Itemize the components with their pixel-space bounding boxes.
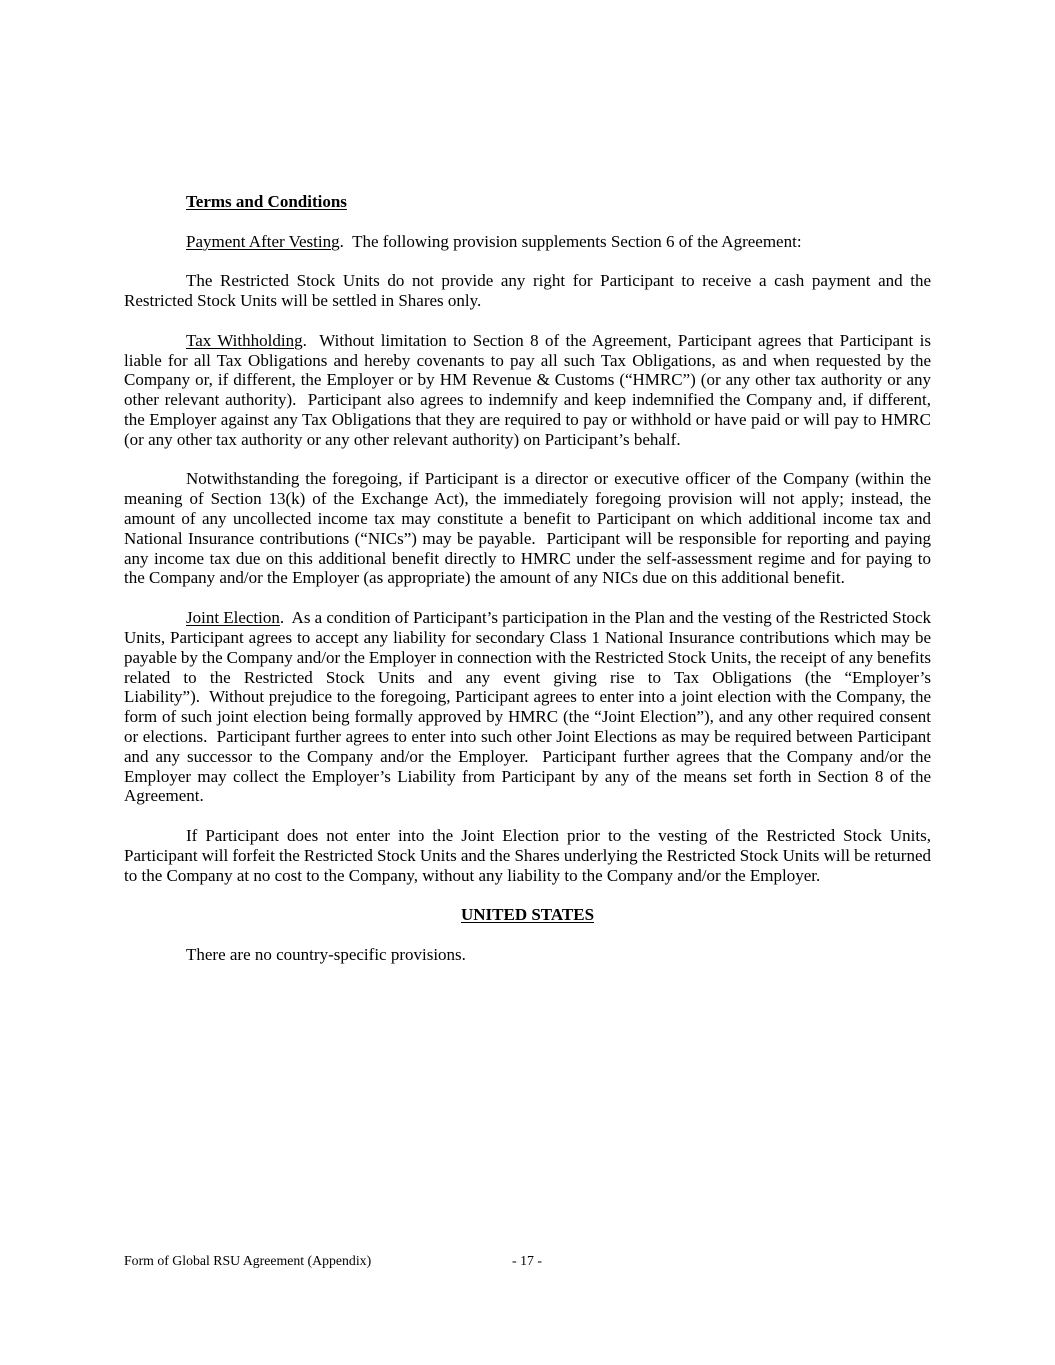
paragraph-line: There are no country-specific provisions. [186,944,466,964]
payment-after-vesting-paragraph [124,232,931,252]
footer-page-number: - 17 - [512,1253,542,1268]
paragraph-line: Liability”). Without prejudice to the foregoing, Participant agrees to enter into a joint election with the Company, the [124,687,931,707]
paragraph-line: If Participant does not enter into the Joint Election prior to the vesting of the Restricted Stock Units, [186,826,931,845]
paragraph-line: and any successor to the Company and/or the Employer. Participant further agrees that the Company and/or the [124,746,931,766]
paragraph-line [124,192,931,212]
paragraph-text: . The following provision supplements Section 6 of the Agreement: [339,231,802,251]
paragraph-line: payable by the Company and/or the Employer in connection with the Restricted Stock Units, the receipt of any benefits [124,647,931,667]
paragraph-line: Restricted Stock Units will be settled in Shares only. [124,291,482,311]
paragraph-line: form of such joint election being formally approved by HMRC (the “Joint Election”), and any other required consent [124,707,931,727]
terms-heading-block [124,192,931,212]
united-states-paragraph [124,945,931,965]
joint-election-paragraph [124,608,931,806]
payment-after-vesting-title: Payment After Vesting [186,231,340,251]
paragraph-line [124,331,931,351]
paragraph-line: liable for all Tax Obligations and hereby covenants to pay all such Tax Obligations, as and when requested by the [124,350,931,370]
paragraph-line: the Employer against any Tax Obligations that they are required to pay or withhold or have paid or will pay to HMRC [124,409,931,429]
paragraph-line: Units, Participant agrees to accept any liability for secondary Class 1 National Insurance contributions which may be [124,627,931,647]
united-states-heading-block [124,905,931,925]
paragraph-line: Notwithstanding the foregoing, if Participant is a director or executive officer of the Company (within the [186,469,931,489]
paragraph-text: . As a condition of Participant’s participation in the Plan and the vesting of the Restricted Stock [279,608,932,628]
paragraph-line: any income tax due on this additional benefit directly to HMRC under the self-assessment regime and for paying to [124,548,931,568]
terms-and-conditions-heading: Terms and Conditions [186,192,347,211]
paragraph-line: The Restricted Stock Units do not provide any right for Participant to receive a cash payment and the [186,271,931,291]
paragraph-line: other relevant authority). Participant also agrees to indemnify and keep indemnified the Company and, if different, [124,390,931,410]
paragraph-text: . Without limitation to Section 8 of the Agreement, Participant agrees that Participant is [302,330,931,350]
paragraph-line: meaning of Section 13(k) of the Exchange Act), the immediately foregoing provision will not apply; instead, the [124,489,931,509]
paragraph-line: amount of any uncollected income tax may constitute a benefit to Participant on which additional income tax and [124,509,931,528]
paragraph-line: related to the Restricted Stock Units and any event giving rise to Tax Obligations (the “Employer’s [124,667,931,687]
paragraph-line: to the Company at no cost to the Company, without any liability to the Company and/or the Employer. [124,865,821,885]
paragraph-line: National Insurance contributions (“NICs”) may be payable. Participant will be responsible for reporting and paying [124,528,931,548]
united-states-heading: UNITED STATES [460,905,595,925]
paragraph-line: Participant will forfeit the Restricted Stock Units and the Shares underlying the Restricted Stock Units will be returned [124,845,931,865]
paragraph-line: the Company and/or the Employer (as appropriate) the amount of any NICs due on this additional benefit. [124,568,845,588]
tax-withholding-paragraph [124,331,931,450]
paragraph-line: Agreement. [124,786,204,806]
footer-document-name: Form of Global RSU Agreement (Appendix) [124,1253,372,1268]
paragraph-line [124,232,931,252]
paragraph-line: or elections. Participant further agrees to enter into such other Joint Elections as may be required between Participant [124,726,931,746]
paragraph-line [124,905,931,925]
director-exception-paragraph [124,469,931,588]
paragraph-line: Employer may collect the Employer’s Liability from Participant by any of the means set forth in Section 8 of the [124,766,931,786]
paragraph-line: Company or, if different, the Employer or by HM Revenue & Customs (“HMRC”) (or any other tax authority or any [124,370,931,390]
paragraph-line [124,608,931,628]
tax-withholding-title: Tax Withholding [186,330,303,350]
paragraph-line: (or any other tax authority or any other relevant authority) on Participant’s behalf. [124,429,681,449]
forfeiture-paragraph [124,826,931,885]
settlement-paragraph [124,271,931,311]
joint-election-title: Joint Election [186,608,280,628]
appendix-body [124,192,931,965]
